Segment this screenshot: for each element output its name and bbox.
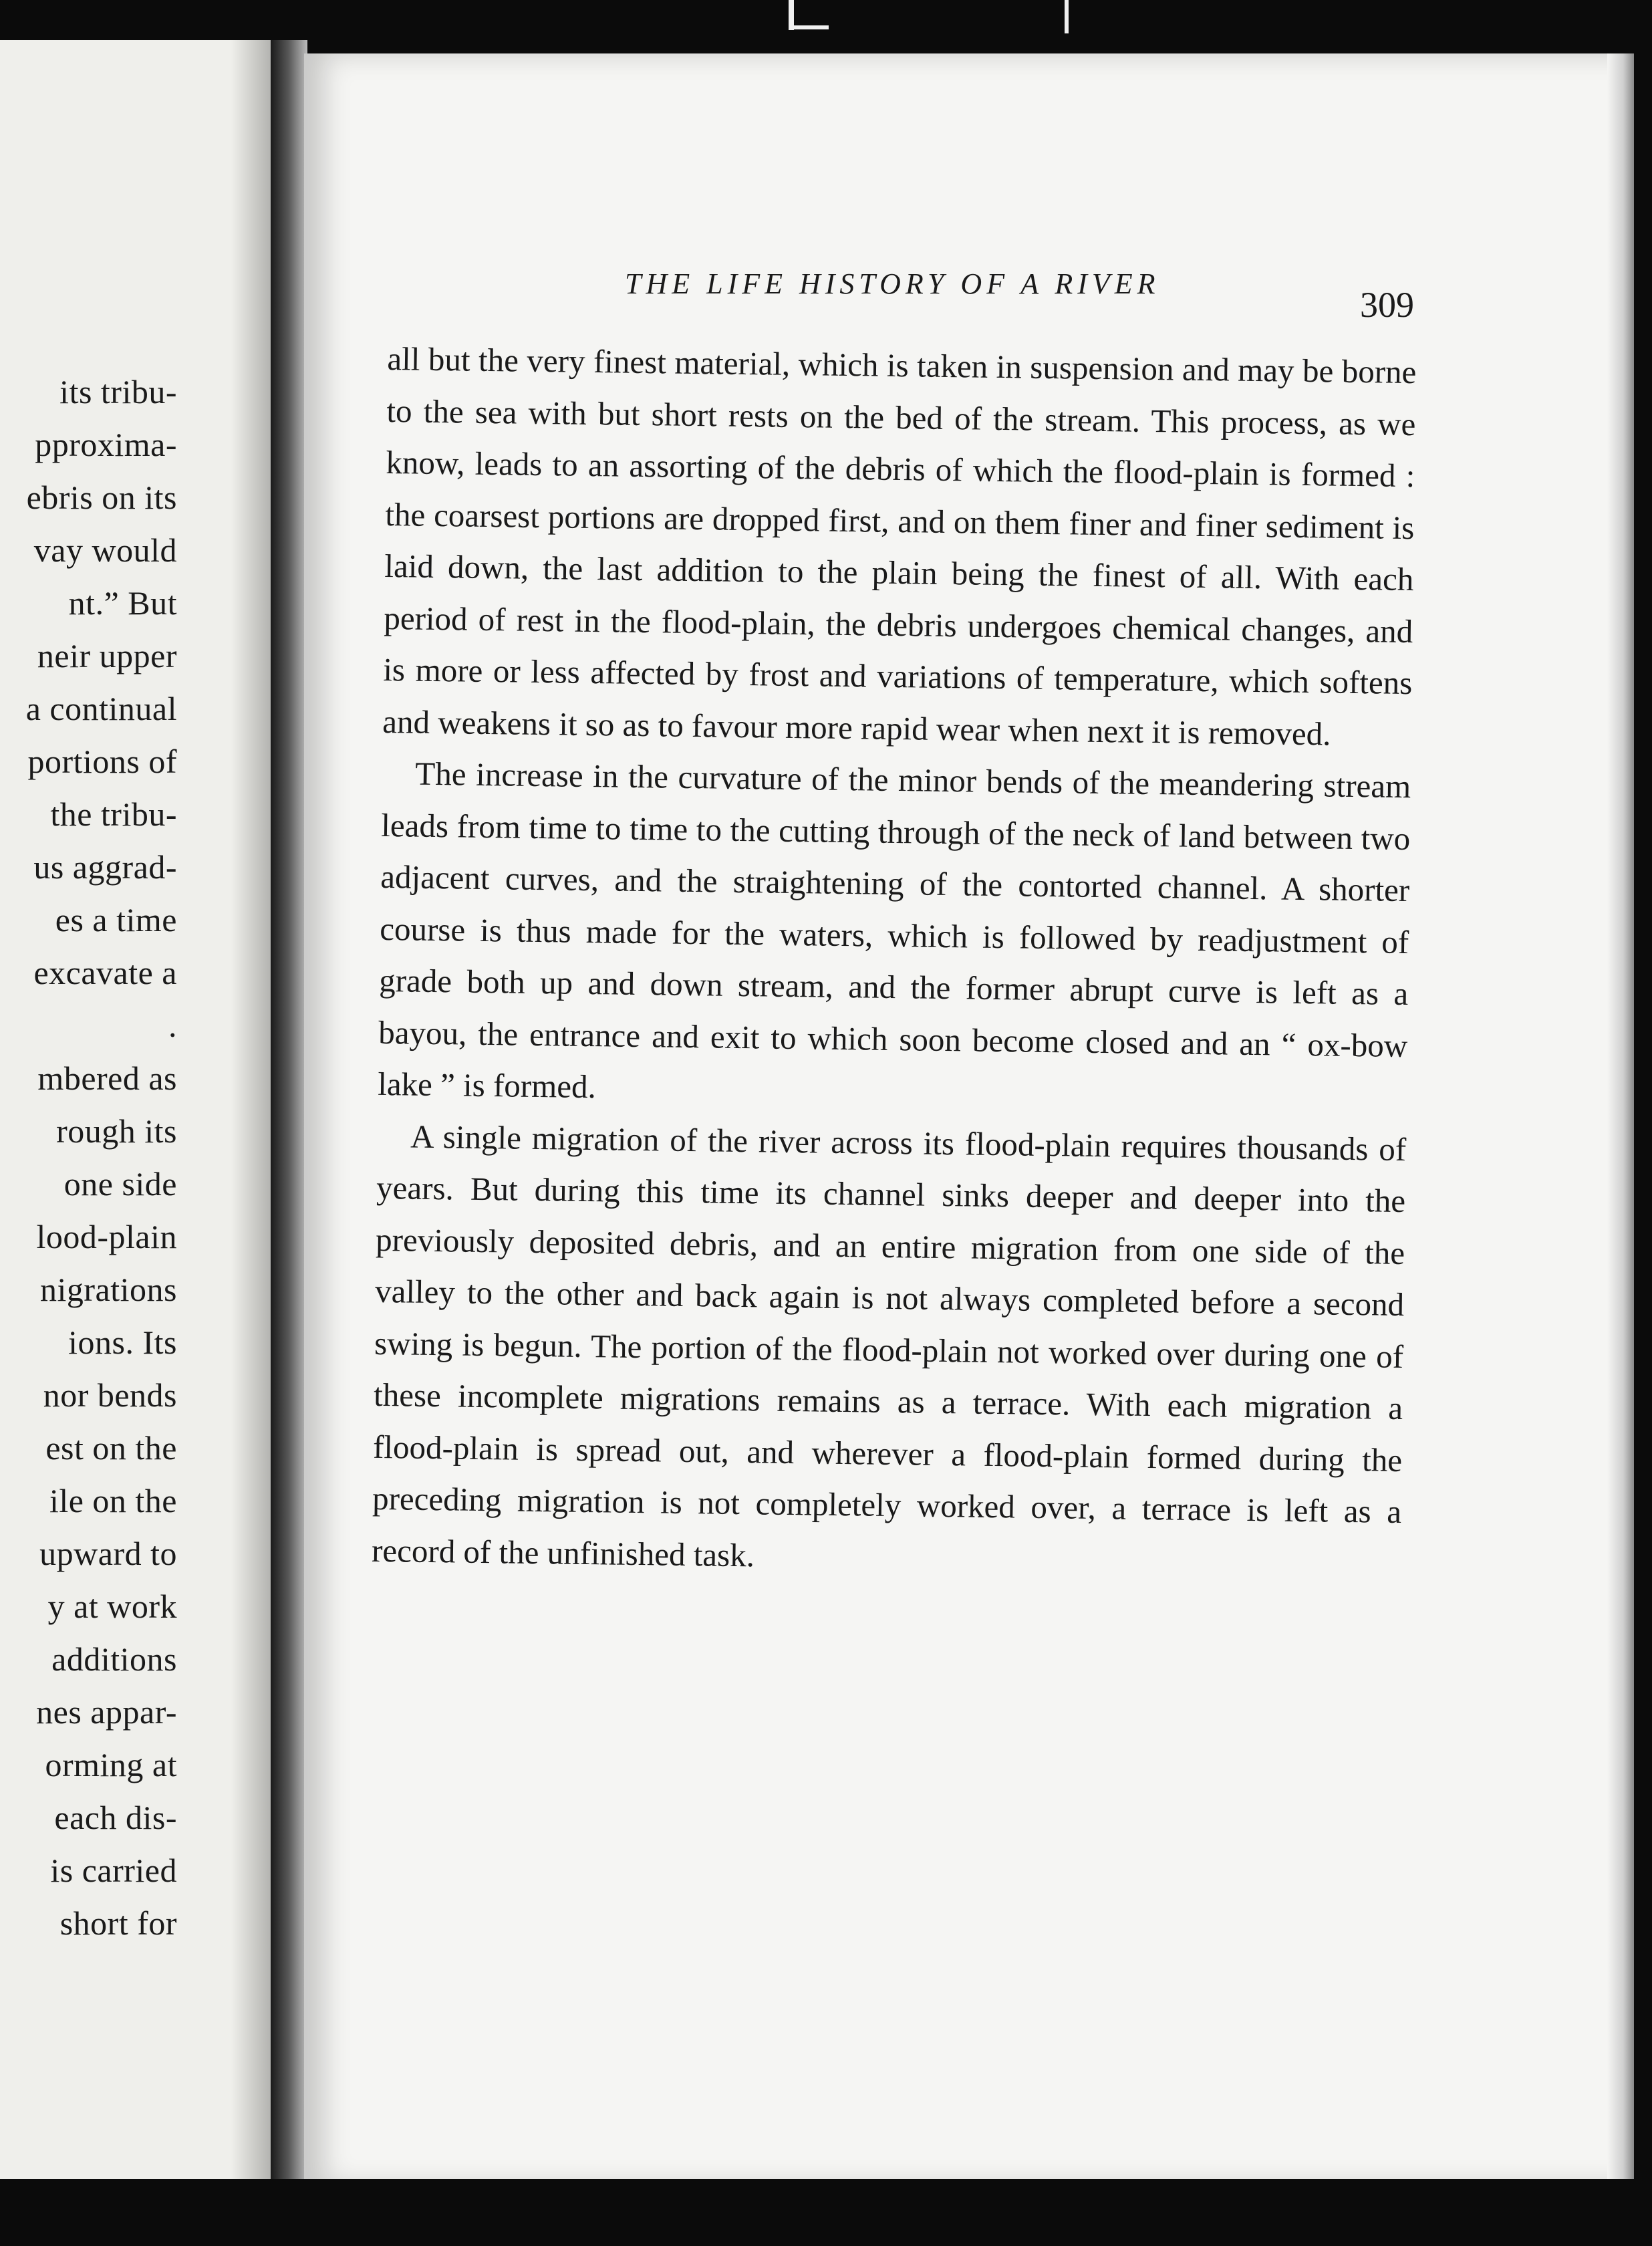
left-facing-page xyxy=(0,40,275,2179)
left-page-line: vay would xyxy=(33,531,177,569)
left-page-line: additions xyxy=(51,1640,177,1678)
page-number: 309 xyxy=(1360,285,1414,325)
left-page-line: nes appar- xyxy=(36,1693,177,1731)
left-page-line: the tribu- xyxy=(50,795,177,833)
paragraph: A single migration of the river across its flood-plain requires thousands of years. But during this time its channel sinks deeper and deeper into the previously deposited debris, and an entire migration from one side of the valley to the other and back again is not always completed before a second swing is begun. The portion of the flood-plain not worked over during one of these incomplete migrations remains as a terrace. With each migration a flood-plain is spread out, and wherever a flood-plain formed during the preceding migration is not completely worked over, a terrace is left as a record of the unfinished task. xyxy=(371,1118,1407,1574)
left-page-line: nt.” But xyxy=(68,584,177,622)
body-text xyxy=(372,333,1417,1590)
page-edge xyxy=(1607,53,1634,2186)
left-page-line: its tribu- xyxy=(59,373,177,410)
left-page-line: one side xyxy=(63,1165,177,1203)
left-page-line: neir upper xyxy=(37,637,177,674)
left-page-line: rough its xyxy=(56,1112,177,1150)
left-page-line: each dis- xyxy=(54,1799,177,1836)
left-page-line: excavate a xyxy=(33,954,177,991)
book-gutter xyxy=(271,40,307,2179)
left-page-line: short for xyxy=(59,1904,177,1942)
left-page-line: us aggrad- xyxy=(33,848,177,886)
bottom-binding-strip xyxy=(0,2179,1652,2246)
left-page-line: es a time xyxy=(55,901,177,939)
left-page-line: portions of xyxy=(27,743,177,780)
left-page-text xyxy=(26,366,177,1950)
page-shadow xyxy=(231,40,271,2179)
binding-clip-mark xyxy=(1065,0,1069,33)
page-header xyxy=(304,257,1634,325)
left-page-line: est on the xyxy=(45,1429,177,1467)
binding-clip-mark xyxy=(789,25,829,29)
left-page-line: ions. Its xyxy=(68,1324,177,1361)
left-page-line: mbered as xyxy=(37,1059,177,1097)
left-page-line: nigrations xyxy=(40,1271,177,1308)
running-title: THE LIFE HISTORY OF A RIVER xyxy=(625,267,1160,300)
left-page-line: upward to xyxy=(39,1535,177,1572)
paragraph: The increase in the curvature of the minor bends of the meandering stream leads from time to time to the cutting through of the neck of land between two adjacent curves, and the straightening of the contorted channel. A shorter course is thus made for the waters, which is followed by readjustment of grade both up and down stream, and the former abrupt curve is left as a bayou, the entrance and exit to which soon become closed and an “ ox-bow lake ” is formed. xyxy=(377,755,1411,1106)
left-page-line: . xyxy=(168,1007,177,1044)
paragraph: all but the very finest material, which is taken in suspension and may be borne to the sea with but short rests on the bed of the stream. This process, as we know, leads to an assorting of the debris of which the flood-plain is formed : the coarsest portions are dropped first, and on them finer and finer sediment is laid down, the last addition to the plain being the finest of all. With each period of rest in the flood-plain, the debris undergoes chemical changes, and is more or less affected by frost and variations of temperature, which softens and weakens it so as to favour more rapid wear when next it is removed. xyxy=(382,340,1417,753)
left-page-line: nor bends xyxy=(43,1376,177,1414)
left-page-line: orming at xyxy=(45,1746,177,1783)
left-page-line: a continual xyxy=(25,690,177,727)
left-page-line: pproxima- xyxy=(35,426,177,463)
left-page-line: ile on the xyxy=(49,1482,177,1519)
left-page-line: lood-plain xyxy=(36,1218,177,1255)
left-page-line: is carried xyxy=(50,1852,177,1889)
left-page-line: y at work xyxy=(47,1588,177,1625)
left-page-line: ebris on its xyxy=(26,479,177,516)
